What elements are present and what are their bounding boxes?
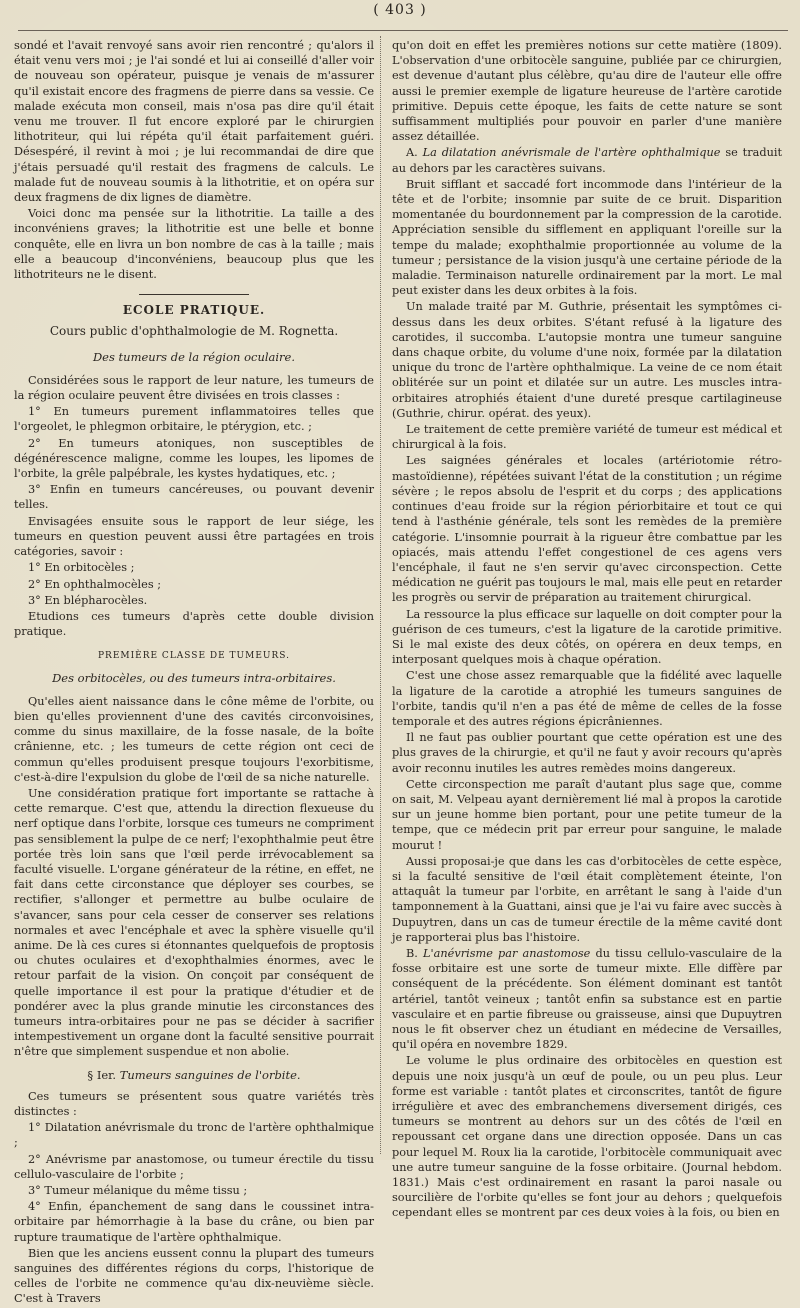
paragraph: Le volume le plus ordinaire des orbitocèles en question est depuis une noix jusqu'à un œuf de poule, ou un peu plus. Leur forme est variable : tantôt plates et circonscrites, tantôt de figure irrégulière et avec des embranchemens diversement dirigés, ces tumeurs se montrent au dehors sur un des côtés de l'œil en repoussant cet organe dans une direction opposée. Dans un cas pour lequel M. Roux lia la carotide, l'orbitocèle communiquait avec une autre tumeur sanguine de la fosse orbitaire. (Journal hebdom. 1831.) Mais c'est ordinairement en rasant la paroi nasale ou sourcilière de l'orbite qu'elles se font jour au dehors ; quelquefois cependant elles se montrent par ces deux voies à la fois, ou bien en — [392, 1054, 782, 1220]
item-title: L'anévrisme par anastomose — [423, 946, 591, 960]
paragraph: Voici donc ma pensée sur la lithotritie. La taille a des inconvéniens graves; la lithotritie est une belle et bonne conquête, elle en livra un bon nombre de cas à la taille ; mais elle a beaucoup d'inconvéniens, beaucoup plus que les lithotriteurs ne le disent. — [14, 207, 374, 282]
paragraph: Envisagées ensuite sous le rapport de leur siége, les tumeurs en question peuvent aussi être partagées en trois catégories, savoir : — [14, 514, 374, 559]
subsection-title: Des tumeurs de la région oculaire. — [92, 349, 296, 364]
page-number: ( 403 ) — [373, 2, 427, 18]
paragraph: sondé et l'avait renvoyé sans avoir rien rencontré ; qu'alors il était venu vers moi ; je l'ai sondé et lui ai conseillé d'aller voir de nouveau son opérateur, puisque je venais de m'assurer qu'il existait encore des fragmens de pierre dans sa vessie. Ce malade exécuta mon conseil, mais n'osa pas dire qu'il était venu me trouver. Il fut encore exploré par le chirurgien lithotriteur, qui lui répéta qu'il était parfaitement guéri. Désespéré, il revint à moi ; je lui recommandai de dire que j'étais persuadé qu'il restait des fragmens de calculs. Le malade fut de nouveau soumis à la lithotritie, et on opéra sur deux fragmens de dix lignes de diamètre. — [14, 39, 374, 205]
list-item: 2° En tumeurs atoniques, non susceptibles de dégénérescence maligne, comme les loupes, les lipomes de l'orbite, la grêle palpébrale, les kystes hydatiques, etc. ; — [14, 436, 374, 481]
paragraph: Cette circonspection me paraît d'autant plus sage que, comme on sait, M. Velpeau ayant dernièrement lié mal à propos la carotide sur un jeune homme bien portant, pour une petite tumeur de la tempe, que ce médecin prit par erreur pour sanguine, le malade mourut ! — [392, 777, 782, 852]
paragraph: Un malade traité par M. Guthrie, présentait les symptômes ci-dessus dans les deux orbites. S'étant refusé à la ligature des carotides, il succomba. L'autopsie montra une tumeur sanguine dans chaque orbite, du volume d'une noix, formée par la dilatation unique du tronc de l'artère ophthalmique. La veine de ce nom était oblitérée sur un point et dilatée sur un autre. Les muscles intra-orbitaires atrophiés étaient d'une dureté presque cartilagineuse (Guthrie, chirur. opérat. des yeux). — [392, 300, 782, 420]
section-heading: ECOLE PRATIQUE. — [122, 303, 266, 318]
course-title — [14, 324, 374, 339]
paragraph: Bien que les anciens eussent connu la plupart des tumeurs sanguines des différentes régions du corps, l'historique de celles de l'orbite ne commence qu'au dix-neuvième siècle. C'est à Travers — [14, 1246, 374, 1306]
class-heading: PREMIÈRE CLASSE DE TUMEURS. — [97, 651, 290, 662]
subsection-title: Des orbitocèles, ou des tumeurs intra-orbitaires. — [52, 670, 336, 685]
column-divider — [380, 36, 381, 1154]
paragraph: Considérées sous le rapport de leur nature, les tumeurs de la région oculaire peuvent être divisées en trois classes : — [14, 373, 374, 403]
paragraph: C'est une chose assez remarquable que la fidélité avec laquelle la ligature de la carotide a atrophié les tumeurs sanguines de l'orbite, tandis qu'il n'en a pas été de même de celles de la fosse temporale et des autres régions épicrâniennes. — [392, 669, 782, 728]
item-title: La dilatation anévrismale de l'artère ophthalmique — [422, 146, 721, 160]
paragraph: Etudions ces tumeurs d'après cette double division pratique. — [14, 609, 374, 639]
list-item: 4° Enfin, épanchement de sang dans le coussinet intra-orbitaire par hémorrhagie à la base du crâne, ou bien par rupture traumatique de l'artère ophthalmique. — [14, 1200, 374, 1244]
course-prefix: Cours public d'ophthalmologie de — [49, 324, 256, 339]
list-item: 1° En tumeurs purement inflammatoires telles que l'orgeolet, le phlegmon orbitaire, le ptérygion, etc. ; — [14, 405, 374, 434]
paragraph: Il ne faut pas oublier pourtant que cette opération est une des plus graves de la chirurgie, et qu'il ne faut y avoir recours qu'après avoir reconnu inutiles les autres remèdes moins dangereux. — [392, 731, 782, 775]
right-column — [392, 38, 782, 1222]
paragraph: Les saignées générales et locales (artériotomie rétro-mastoïdienne), répétées suivant l'état de la constitution ; un régime sévère ; le repos absolu de l'esprit et du corps ; des applications continues d'eau froide sur la région périorbitaire et tout ce qui tend à l'asthénie générale, tels sont les remèdes de la première catégorie. L'insomnie pourrait à la rigueur être combattue par les opiacés, mais attendu l'effet congestionel de ces agens vers l'encéphale, il faut ne s'en servir qu'avec circonspection. Cette médication ne guérit pas toujours le mal, mais elle peut en retarder les progrès ou servir de préparation au traitement chirurgical. — [392, 454, 782, 605]
item-text: du tissu cellulo-vasculaire de la fosse orbitaire est une sorte de tumeur mixte. Elle diffère par conséquent de la précédente. Son élément dominant est tantôt artériel, tantôt veineux ; tantôt enfin sa substance est en partie vasculaire et en partie fibreuse ou graisseuse, ainsi que Dupuytren nous le fit observer chez un étudiant en médecine de Versailles, qu'il opéra en novembre 1829. — [392, 946, 783, 1052]
section-title — [14, 1068, 374, 1083]
paragraph: qu'on doit en effet les premières notions sur cette matière (1809). L'observation d'une orbitocèle sanguine, publiée par ce chirurgien, est devenue d'autant plus célèbre, qu'au dire de l'auteur elle offre aussi le premier exemple de ligature heureuse de l'artère carotide primitive. Depuis cette époque, les faits de cette nature se sont suffisamment multipliés pour pouvoir en parler d'une manière assez détaillée. — [392, 39, 782, 144]
paragraph: La ressource la plus efficace sur laquelle on doit compter pour la guérison de ces tumeurs, c'est la ligature de la carotide primitive. Si le mal existe des deux côtés, on opérera en deux temps, en interposant quelques mois à chaque opération. — [392, 607, 782, 667]
paragraph: Le traitement de cette première variété de tumeur est médical et chirurgical à la fois. — [392, 423, 782, 452]
paragraph — [392, 145, 782, 175]
section-name: Tumeurs sanguines de l'orbite. — [119, 1067, 301, 1082]
course-name: M. Rognetta. — [258, 324, 339, 339]
list-item: 3° Tumeur mélanique du même tissu ; — [28, 1184, 248, 1198]
paragraph: Aussi proposai-je que dans les cas d'orbitocèles de cette espèce, si la faculté sensitive de l'œil était complètement éteinte, l'on attaquât la tumeur par l'orbite, en arrêtant le sang à l'aide d'un tamponnement à la Guattani, ainsi que je l'ai vu faire avec succès à Dupuytren, dans un cas de tumeur érectile de la même cavité dont je rapporterai plus bas l'histoire. — [392, 854, 782, 944]
list-item: 2° Anévrisme par anastomose, ou tumeur érectile du tissu cellulo-vasculaire de l'orbite ; — [14, 1152, 374, 1181]
list-item: 3° Enfin en tumeurs cancéreuses, ou pouvant devenir telles. — [14, 483, 374, 512]
paragraph: Qu'elles aient naissance dans le cône même de l'orbite, ou bien qu'elles proviennent d'une des cavités circonvoisines, comme du sinus maxillaire, de la fosse nasale, de la boîte crânienne, etc. ; les tumeurs de cette région ont ceci de commun qu'elles produisent presque toujours l'exorbitisme, c'est-à-dire l'expulsion du globe de l'œil de sa niche naturelle. — [14, 694, 374, 784]
item-label: B. — [406, 946, 418, 960]
section-number: § Ier. — [87, 1067, 117, 1082]
paragraph: Bruit sifflant et saccadé fort incommode dans l'intérieur de la tête et de l'orbite; insomnie par suite de ce bruit. Disparition momentanée du bourdonnement par la compression de la carotide. Appréciation sensible du sifflement en appliquant l'oreille sur la tempe du malade; exophthalmie proportionnée au volume de la tumeur ; persistance de la vision jusqu'à une certaine période de la maladie. Terminaison naturelle ordinairement par la mort. Le mal peut exister dans les deux orbites à la fois. — [392, 177, 782, 298]
item-label: A. — [406, 146, 418, 160]
section-divider — [139, 294, 249, 295]
paragraph: Ces tumeurs se présentent sous quatre variétés très distinctes : — [14, 1089, 374, 1118]
left-column — [14, 38, 374, 1308]
item-text: se traduit au dehors par les caractères suivans. — [392, 146, 783, 175]
list-item: 1° En orbitocèles ; — [28, 561, 135, 575]
list-item: 3° En blépharocèles. — [28, 593, 148, 607]
paragraph — [392, 946, 782, 1052]
header-rule — [18, 30, 788, 31]
paragraph: Une considération pratique fort importante se rattache à cette remarque. C'est que, attendu la direction flexueuse du nerf optique dans l'orbite, lorsque ces tumeurs ne compriment pas sensiblement la pulpe de ce nerf; l'exophthalmie peut être portée très loin sans que l'œil perde irrévocablement sa faculté visuelle. L'organe générateur de la rétine, en effet, ne fait dans cette circonstance que déployer ses courbes, se rectifier, s'allonger et permettre au bulbe oculaire de s'avancer, sans pour cela cesser de conserver ses relations normales et avec l'encéphale et avec la sphère visuelle qu'il anime. De là ces cures si étonnantes quelquefois de proptosis ou chutes oculaires et d'exophthalmies énormes, avec le retour parfait de la vision. On conçoit par conséquent de quelle importance il est pour la pratique d'étudier et de pondérer avec la plus grande minutie les circonstances des tumeurs intra-orbitaires pour ne pas se décider à sacrifier intempestivement un organe dont la faculté sensitive pourrait n'être que simplement suspendue et non abolie. — [14, 786, 374, 1059]
list-item: 2° En ophthalmocèles ; — [28, 577, 162, 591]
list-item: 1° Dilatation anévrismale du tronc de l'artère ophthalmique ; — [14, 1121, 374, 1150]
